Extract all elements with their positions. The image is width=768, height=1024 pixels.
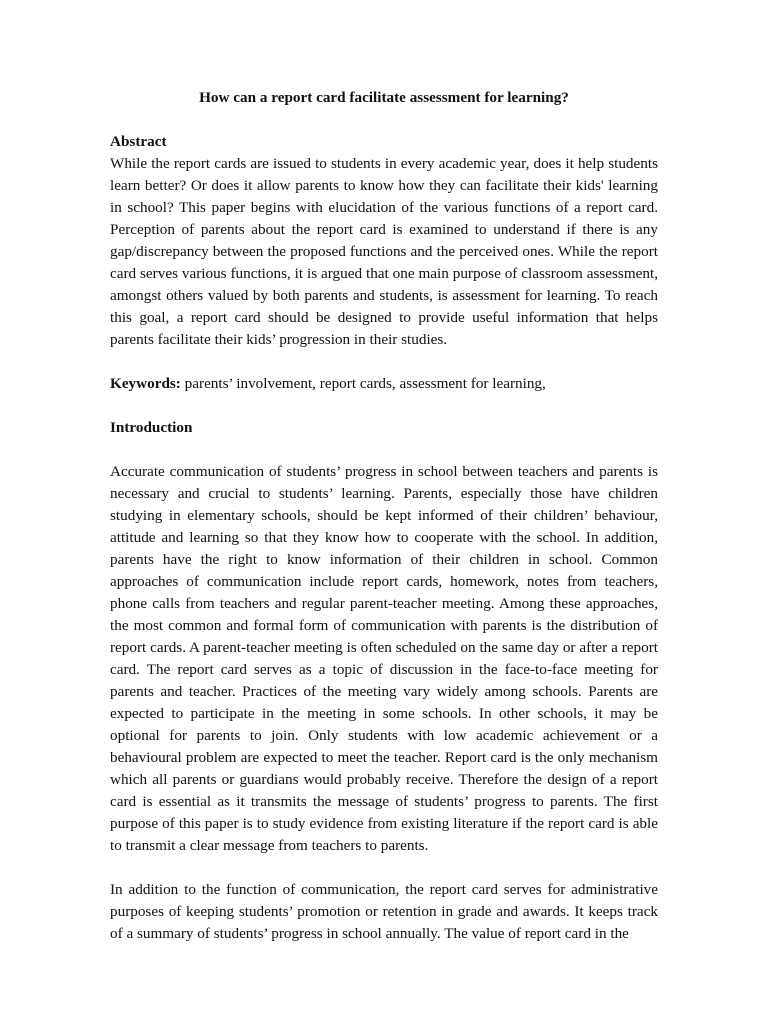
spacer <box>110 857 658 879</box>
abstract-heading: Abstract <box>110 133 167 150</box>
introduction-paragraph-1: Accurate communication of students’ progress in school between teachers and parents is necessary and crucial to students’ learning. Parents, especially those have children studying in elementary schools, should be kept informed of their children’ behaviour, attitude and learning so that they know how to cooperate with the school. In addition, parents have the right to know information of their children in school. Common approaches of communication include report cards, homework, notes from teachers, phone calls from teachers and regular parent-teacher meeting. Among these approaches, the most common and formal form of communication with parents is the distribution of report cards. A parent-teacher meeting is often scheduled on the same day or after a report card. The report card serves as a topic of discussion in the face-to-face meeting for parents and teacher. Practices of the meeting vary widely among schools. Parents are expected to participate in the meeting in some schools. In other schools, it may be optional for parents to join. Only students with low academic achievement or a behavioural problem are expected to meet the teacher. Report card is the only mechanism which all parents or guardians would probably receive. Therefore the design of a report card is essential as it transmits the message of students’ progress to parents. The first purpose of this paper is to study evidence from existing literature if the report card is able to transmit a clear message from teachers to parents. <box>110 463 658 854</box>
document-page <box>110 87 658 945</box>
introduction-heading: Introduction <box>110 419 193 436</box>
paper-title: How can a report card facilitate assessment for learning? <box>199 89 569 106</box>
spacer <box>110 351 658 373</box>
spacer <box>110 439 658 461</box>
keywords-label: Keywords: <box>110 375 181 392</box>
keywords-text: parents’ involvement, report cards, assessment for learning, <box>180 375 546 392</box>
introduction-paragraph-2: In addition to the function of communication, the report card serves for administrative purposes of keeping students’ promotion or retention in grade and awards. It keeps track of a summary of students’ progress in school annually. The value of report card in the <box>110 881 658 942</box>
keywords-line <box>110 373 658 395</box>
spacer <box>110 395 658 417</box>
abstract-paragraph: While the report cards are issued to students in every academic year, does it help students learn better? Or does it allow parents to know how they can facilitate their kids' learning in school? This paper begins with elucidation of the various functions of a report card. Perception of parents about the report card is examined to understand if there is any gap/discrepancy between the proposed functions and the perceived ones. While the report card serves various functions, it is argued that one main purpose of classroom assessment, amongst others valued by both parents and students, is assessment for learning. To reach this goal, a report card should be designed to provide useful information that helps parents facilitate their kids’ progression in their studies. <box>110 155 658 348</box>
